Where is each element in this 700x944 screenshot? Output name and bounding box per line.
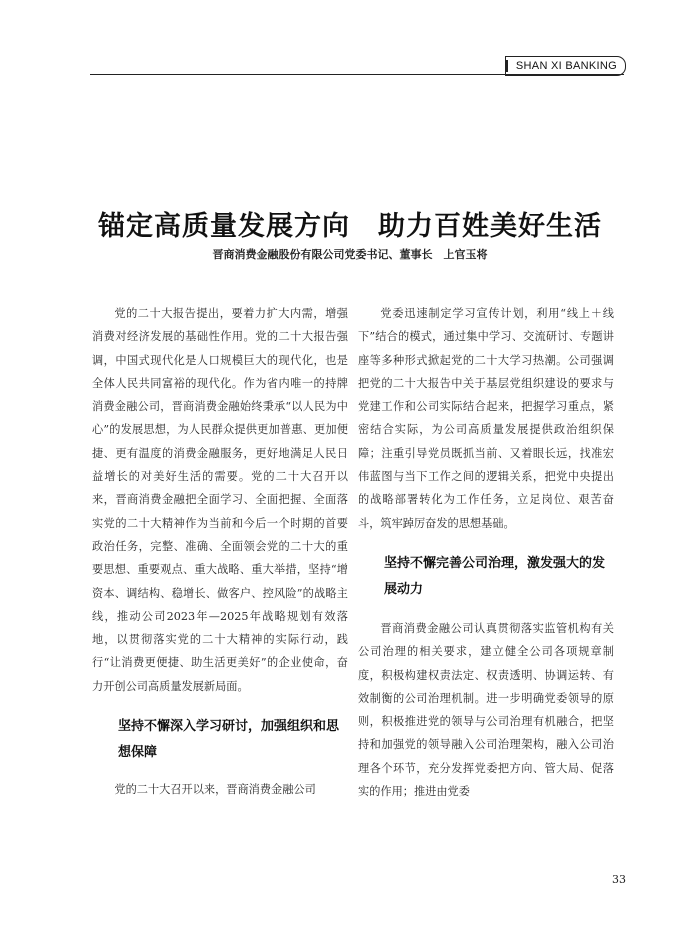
article-title: 锚定高质量发展方向 助力百姓美好生活 xyxy=(98,211,602,243)
section-heading-1: 坚持不懈深入学习研讨，加强组织和思想保障 xyxy=(118,719,340,761)
left-paragraph-1: 党的二十大报告提出，要着力扩大内需，增强消费对经济发展的基础性作用。党的二十大报告强调，中国式现代化是人口规模巨大的现代化，也是全体人民共同富裕的现代化。作为省内唯一的持牌消费金融公司，晋商消费金融始终秉承“以人民为中心”的发展思想，为人民群众提供更加普惠、更加便捷、更有温度的消费金融服务，更好地满足人民日益增长的对美好生活的需要。党的二十大召开以来，晋商消费金融把全面学习、全面把握、全面落实党的二十大精神作为当前和今后一个时期的首要政治任务，完整、准确、全面领会党的二十大的重要思想、重要观点、重大战略、重大举措，坚持“增资本、调结构、稳增长、做客户、控风险”的战略主线，推动公司2023年—2025年战略规划有效落地，以贯彻落实党的二十大精神的实际行动，践行“让消费更便捷、助生活更美好”的企业使命，奋力开创公司高质量发展新局面。 xyxy=(92,307,348,693)
journal-section-tag-text: SHAN XI BANKING xyxy=(515,60,617,72)
section-heading-2: 坚持不懈完善公司治理，激发强大的发展动力 xyxy=(384,555,606,597)
left-column xyxy=(92,302,348,801)
right-paragraph-2: 晋商消费金融公司认真贯彻落实监管机构有关公司治理的相关要求，建立健全公司各项规章制度，积极构建权责法定、权责透明、协调运转、有效制衡的公司治理机制。进一步明确党委领导的原则，积极推进党的领导与公司治理有机融合，把坚持和加强党的领导融入公司治理架构，融入公司治理各个环节，充分发挥党委把方向、管大局、促落实的作用；推进由党委 xyxy=(358,621,614,799)
journal-section-tag xyxy=(505,56,626,76)
right-paragraph-1: 党委迅速制定学习宣传计划，利用“线上＋线下”结合的模式，通过集中学习、交流研讨、专题讲座等多种形式掀起党的二十大学习热潮。公司强调把党的二十大报告中关于基层党组织建设的要求与党建工作和公司实际结合起来，把握学习重点，紧密结合实际，为公司高质量发展提供政治组织保障；注重引导党员既抓当前、又着眼长远，找准宏伟蓝图与当下工作之间的逻辑关系，把党中央提出的战略部署转化为工作任务，立足岗位、艰苦奋斗，筑牢踔厉奋发的思想基础。 xyxy=(358,307,614,530)
left-paragraph-2: 党的二十大召开以来，晋商消费金融公司 xyxy=(114,783,316,797)
page-number: 33 xyxy=(612,873,626,886)
article-author: 晋商消费金融股份有限公司党委书记、董事长 上官玉将 xyxy=(212,248,488,261)
header-rule xyxy=(90,74,624,75)
right-column xyxy=(358,302,614,803)
